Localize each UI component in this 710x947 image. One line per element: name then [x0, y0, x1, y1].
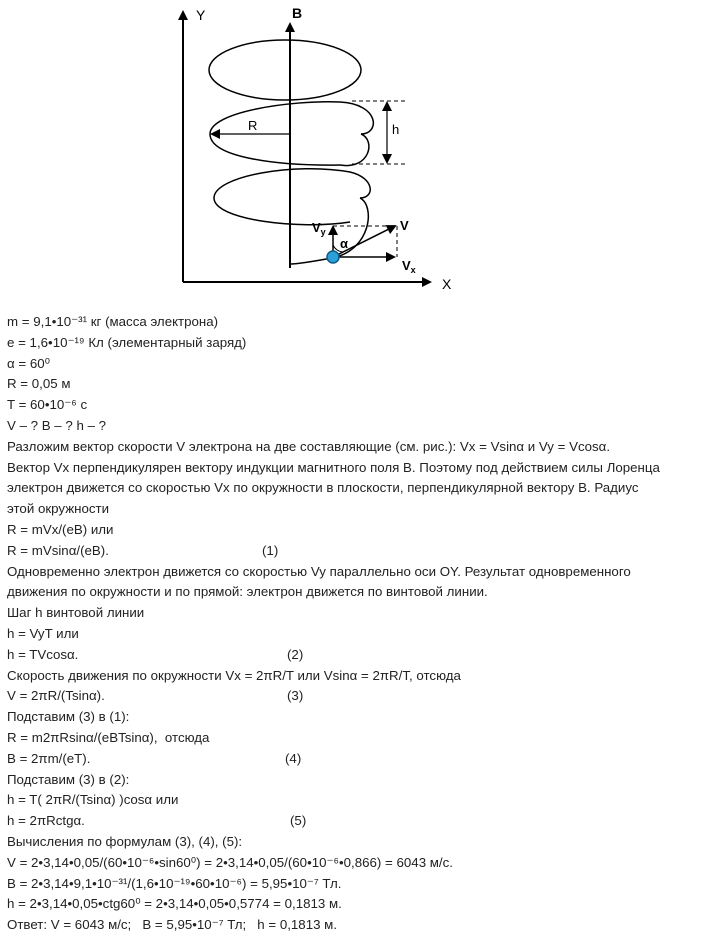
- text-line: [7, 874, 707, 895]
- text-line: [7, 541, 707, 562]
- text-line: [7, 686, 707, 707]
- text-line: [7, 562, 707, 583]
- text-line: [7, 790, 707, 811]
- line-text: движения по окружности и по прямой: электрон движется по винтовой линии.: [7, 584, 488, 600]
- text-line: [7, 832, 707, 853]
- line-text: Вычисления по формулам (3), (4), (5):: [7, 833, 243, 849]
- axis-b-label: B: [292, 5, 303, 21]
- text-line: [7, 666, 707, 687]
- line-text: Подставим (3) в (2):: [7, 771, 130, 787]
- helix-diagram: [0, 0, 710, 300]
- line-text: Подставим (3) в (1):: [7, 709, 130, 725]
- line-text: h = VyT или: [7, 625, 79, 641]
- line-text: V = 2•3,14•0,05/(60•10⁻⁶•sin60⁰) = 2•3,14•0,05/(60•10⁻⁶•0,866) = 6043 м/с.: [7, 854, 453, 870]
- line-text: B = 2πm/(eT).: [7, 750, 91, 766]
- text-line: [7, 582, 707, 603]
- line-text: h = 2πRctgα.: [7, 813, 85, 829]
- helix-figure: [0, 0, 710, 300]
- text-line: [7, 520, 707, 541]
- axis-y-label: Y: [196, 7, 206, 23]
- angle-label: α: [340, 236, 348, 251]
- line-text: h = 2•3,14•0,05•ctg60⁰ = 2•3,14•0,05•0,5774 = 0,1813 м.: [7, 896, 342, 912]
- line-text: R = 0,05 м: [7, 376, 71, 392]
- axis-x-label: X: [442, 276, 452, 292]
- text-line: [7, 374, 707, 395]
- text-line: [7, 458, 707, 479]
- line-text: V – ? B – ? h – ?: [7, 417, 107, 433]
- text-line: [7, 354, 707, 375]
- text-line: [7, 333, 707, 354]
- line-text: e = 1,6•10⁻¹⁹ Кл (элементарный заряд): [7, 334, 247, 350]
- text-line: [7, 749, 707, 770]
- equation-number: (2): [287, 646, 304, 662]
- line-text: Шаг h винтовой линии: [7, 605, 145, 621]
- text-line: [7, 811, 707, 832]
- line-text: электрон движется со скоростью Vx по окружности в плоскости, перпендикулярной вектору B. Радиус: [7, 480, 639, 496]
- text-line: [7, 624, 707, 645]
- text-line: [7, 312, 707, 333]
- text-line: [7, 603, 707, 624]
- line-text: m = 9,1•10⁻³¹ кг (масса электрона): [7, 314, 219, 329]
- line-text: R = mVx/(eB) или: [7, 521, 114, 537]
- text-line: [7, 894, 707, 915]
- solution-text: [7, 312, 707, 936]
- line-text: V = 2πR/(Tsinα).: [7, 688, 105, 704]
- line-text: Вектор Vx перпендикулярен вектору индукции магнитного поля B. Поэтому под действием силы Лоренца: [7, 459, 660, 475]
- line-text: R = m2πRsinα/(eBTsinα), отсюда: [7, 729, 210, 745]
- text-line: [7, 915, 707, 936]
- radius-label: R: [248, 118, 258, 133]
- text-line: [7, 707, 707, 728]
- line-text: Разложим вектор скорости V электрона на две составляющие (см. рис.): Vx = Vsinα и Vy = Vcosα.: [7, 438, 611, 454]
- equation-number: (5): [290, 813, 307, 829]
- line-text: Скорость движения по окружности Vx = 2πR/T или Vsinα = 2πR/T, отсюда: [7, 667, 461, 683]
- electron-dot: [327, 251, 339, 263]
- text-line: [7, 645, 707, 666]
- equation-number: (3): [287, 688, 304, 704]
- text-line: [7, 395, 707, 416]
- line-text: Ответ: V = 6043 м/с; B = 5,95•10⁻⁷ Тл; h = 0,1813 м.: [7, 917, 338, 933]
- line-text: B = 2•3,14•9,1•10⁻³¹/(1,6•10⁻¹⁹•60•10⁻⁶) = 5,95•10⁻⁷ Тл.: [7, 875, 342, 891]
- line-text: T = 60•10⁻⁶ с: [7, 397, 88, 413]
- text-line: [7, 416, 707, 437]
- line-text: h = TVcosα.: [7, 646, 79, 662]
- line-text: R = mVsinα/(eB).: [7, 542, 109, 558]
- vx-label: $V_x$: [402, 258, 416, 275]
- equation-number: (1): [262, 542, 279, 558]
- text-line: [7, 728, 707, 749]
- text-line: [7, 770, 707, 791]
- pitch-label: h: [392, 122, 400, 137]
- text-line: [7, 437, 707, 458]
- text-line: [7, 478, 707, 499]
- vy-label: $V_y$: [312, 220, 326, 237]
- text-line: [7, 499, 707, 520]
- line-text: этой окружности: [7, 501, 110, 517]
- v-label: V: [400, 218, 409, 233]
- line-text: Одновременно электрон движется со скоростью Vy параллельно оси OY. Результат одновременного: [7, 563, 631, 579]
- equation-number: (4): [285, 750, 302, 766]
- line-text: α = 60⁰: [7, 355, 50, 371]
- line-text: h = T( 2πR/(Tsinα) )cosα или: [7, 792, 179, 808]
- text-line: [7, 853, 707, 874]
- helix-path: [209, 40, 373, 264]
